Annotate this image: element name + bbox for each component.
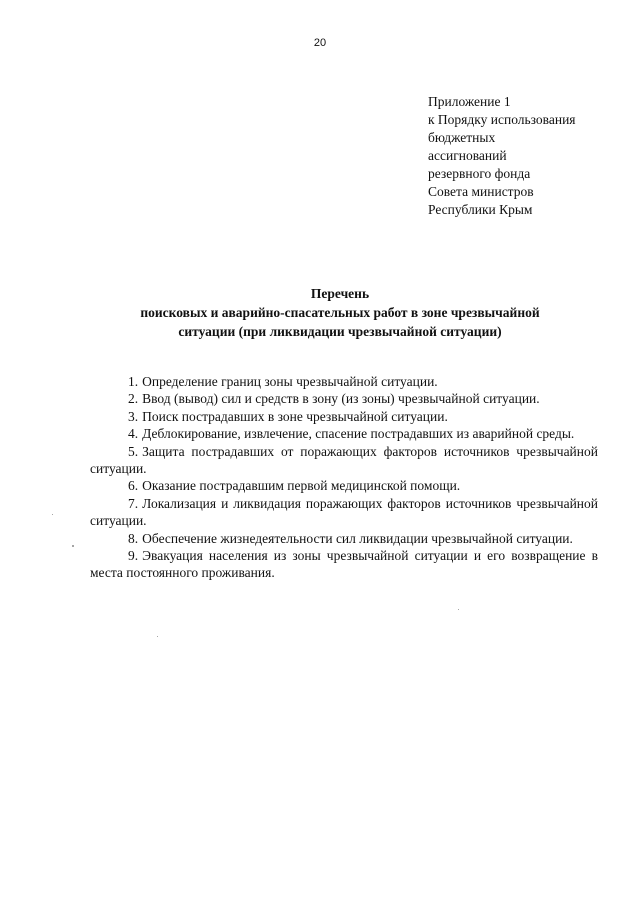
- item-text: Эвакуация населения из зоны чрезвычайной ситуации и его возвращение в места постоянного проживания.: [90, 548, 598, 581]
- annex-line: резервного фонда: [428, 166, 531, 181]
- annex-line: Совета министров: [428, 184, 534, 199]
- annex-line: к Порядку использования: [428, 112, 576, 127]
- item-number: 7.: [128, 495, 139, 511]
- item-number: 1.: [128, 374, 139, 389]
- item-text: Локализация и ликвидация поражающих факторов источников чрезвычайной ситуации.: [90, 495, 598, 529]
- annex-line: бюджетных: [428, 130, 496, 145]
- item-number: 8.: [128, 530, 139, 546]
- item-number: 6.: [128, 478, 139, 494]
- title-line-2: поисковых и аварийно-спасательных работ в зоне чрезвычайной: [140, 305, 540, 320]
- annex-line: ассигнований: [428, 148, 507, 163]
- list-item: [90, 495, 598, 530]
- annex-line: Приложение 1: [428, 94, 511, 109]
- page-number: 20: [313, 37, 327, 49]
- item-number: 9.: [128, 548, 139, 564]
- list-item: [90, 408, 598, 425]
- list-item: [90, 443, 598, 478]
- annex-line: Республики Крым: [428, 202, 533, 217]
- item-text: Деблокирование, извлечение, спасение пострадавших из аварийной среды.: [142, 426, 575, 442]
- item-number: 5.: [128, 443, 139, 459]
- item-number: 3.: [128, 408, 139, 424]
- works-list: [90, 373, 598, 582]
- item-number: 4.: [128, 426, 139, 442]
- item-number: 2.: [128, 391, 139, 407]
- list-item: [90, 530, 598, 547]
- annex-header: [428, 93, 618, 219]
- list-item: [90, 373, 598, 390]
- title-line-3: ситуации (при ликвидации чрезвычайной ситуации): [178, 324, 502, 339]
- item-text: Ввод (вывод) сил и средств в зону (из зоны) чрезвычайной ситуации.: [142, 391, 540, 407]
- scan-speck: [157, 636, 158, 637]
- document-title: [80, 284, 600, 341]
- list-item: [90, 390, 598, 407]
- scan-speck: [52, 514, 53, 515]
- item-text: Поиск пострадавших в зоне чрезвычайной ситуации.: [142, 408, 448, 424]
- item-text: Оказание пострадавшим первой медицинской помощи.: [142, 478, 461, 494]
- scan-speck: [72, 545, 74, 547]
- item-text: Обеспечение жизнедеятельности сил ликвидации чрезвычайной ситуации.: [142, 530, 573, 546]
- title-line-1: Перечень: [310, 286, 370, 301]
- list-item: [90, 425, 598, 442]
- list-item: [90, 477, 598, 494]
- item-text: Защита пострадавших от поражающих факторов источников чрезвычайной ситуации.: [90, 443, 598, 477]
- item-text: Определение границ зоны чрезвычайной ситуации.: [142, 374, 438, 389]
- list-item: [90, 547, 598, 582]
- scan-speck: [458, 609, 459, 610]
